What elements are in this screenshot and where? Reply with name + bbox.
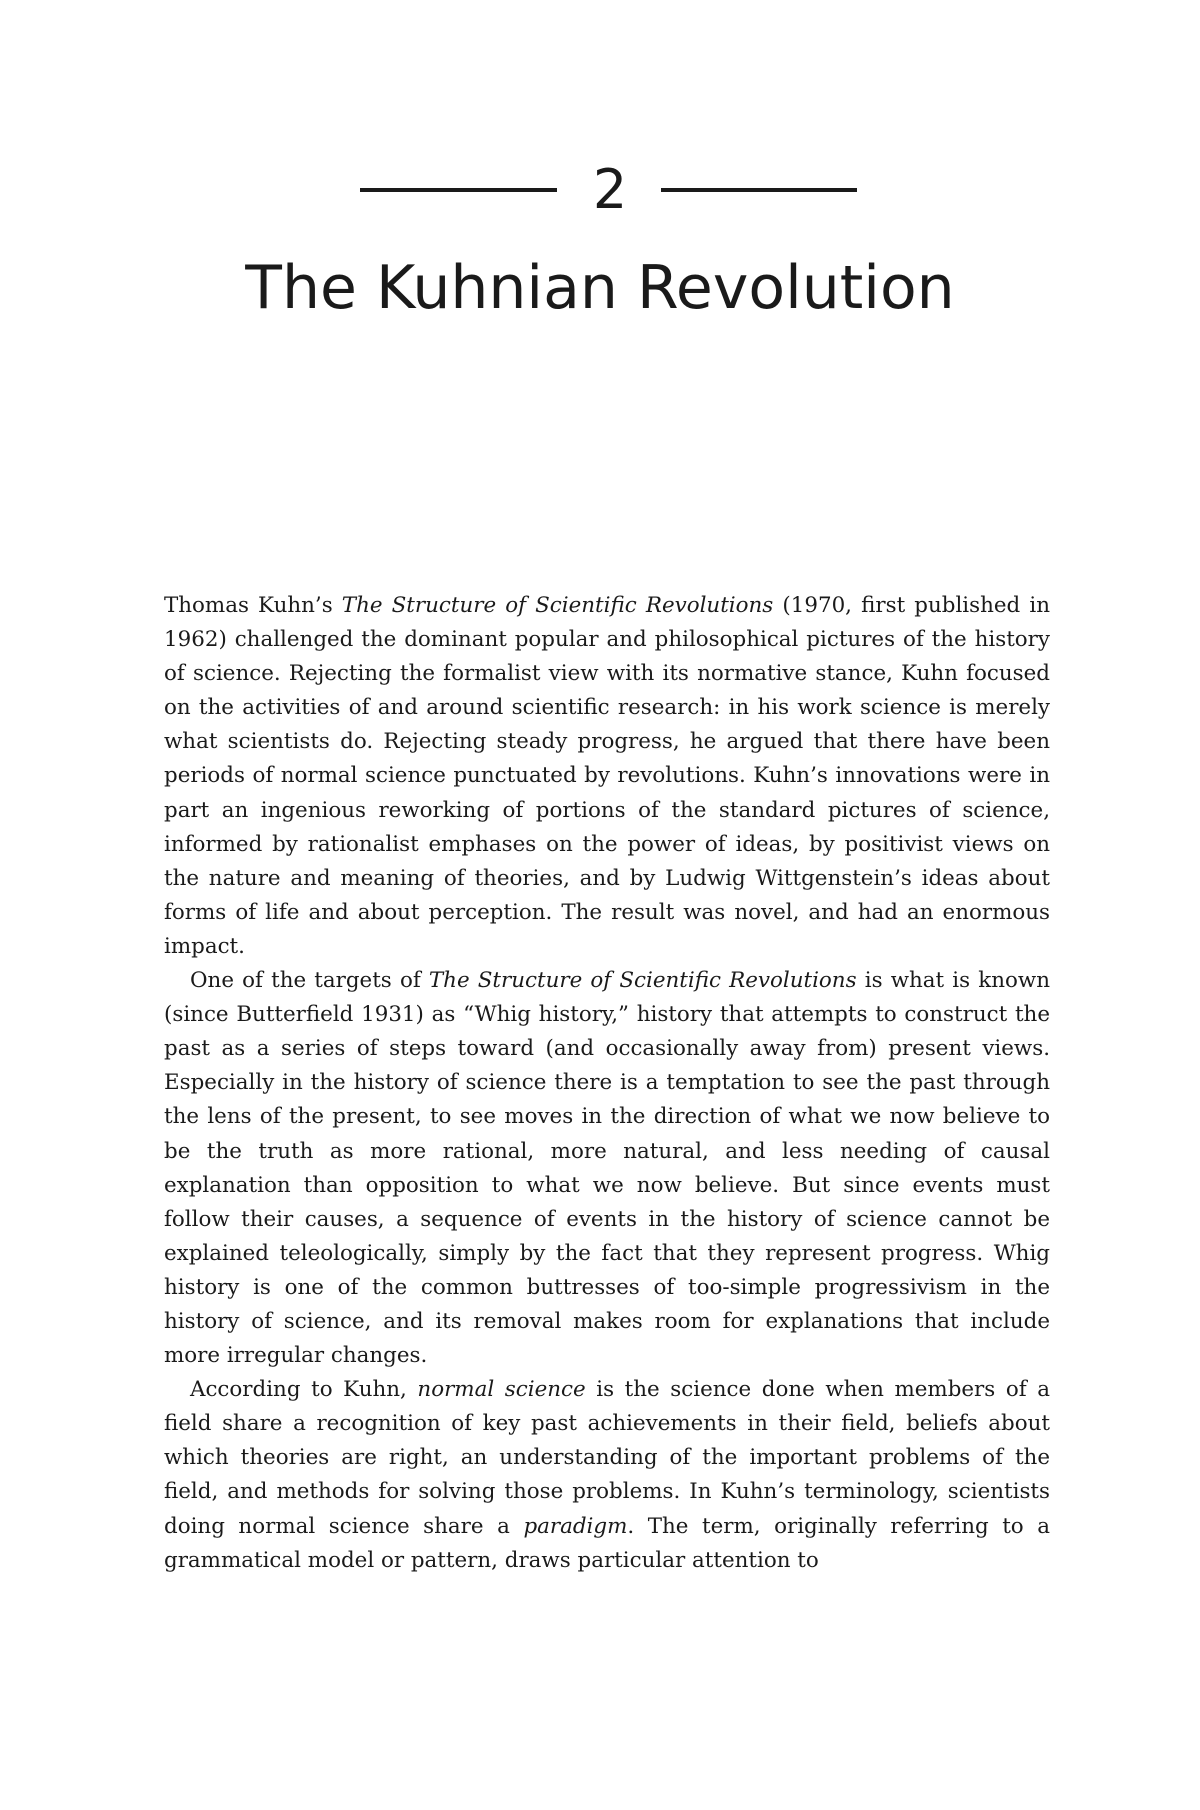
book-title: The Structure of Scientific Revolutions bbox=[428, 968, 857, 994]
text-segment: is what is known (since Butterfield 1931) as “Whig history,” history that attempts to construct the past as a series of steps toward (and occasionally away from) present views. Especially in the history of science there is a temptation to see the past through the lens of the present, to see moves in the direction of what we now believe to be the truth as more rational, more natural, and less needing of causal explanation than opposition to what we now believe. But since events must follow their causes, a sequence of events in the history of science cannot be explained teleologically, simply by the fact that they represent progress. Whig history is one of the common buttresses of too-simple progressivism in the history of science, and its removal makes room for explanations that include more irregular changes. bbox=[164, 968, 1050, 1369]
paragraph-2 bbox=[164, 964, 1050, 1373]
text-segment: According to Kuhn, bbox=[190, 1377, 418, 1403]
chapter-number: 2 bbox=[592, 158, 628, 221]
term-normal-science: normal science bbox=[417, 1377, 586, 1403]
text-segment: One of the targets of bbox=[190, 968, 429, 994]
text-segment: (1970, first published in 1962) challenged the dominant popular and philosophical pictures of the history of science. Rejecting the formalist view with its normative stance, Kuhn focused on the activities of and around scientific research: in his work science is merely what scientists do. Rejecting steady progress, he argued that there have been periods of normal science punctuated by revolutions. Kuhn’s innovations were in part an ingenious reworking of portions of the standard pictures of science, informed by rationalist emphases on the power of ideas, by positivist views on the nature and meaning of theories, and by Ludwig Wittgenstein’s ideas about forms of life and about perception. The result was novel, and had an enormous impact. bbox=[164, 593, 1050, 959]
text-segment: . The term, originally referring to a grammatical model or pattern, draws particular attention to bbox=[164, 1513, 1050, 1573]
text-segment: is the science done when members of a field share a recognition of key past achievements in their field, beliefs about which theories are right, an understanding of the important problems of the field, and methods for solving those problems. In Kuhn’s terminology, scientists doing normal science share a bbox=[164, 1377, 1050, 1539]
left-rule bbox=[360, 188, 557, 192]
chapter-title: The Kuhnian Revolution bbox=[245, 253, 955, 323]
right-rule bbox=[661, 188, 857, 192]
chapter-heading bbox=[0, 155, 1200, 227]
term-paradigm: paradigm bbox=[523, 1513, 628, 1539]
paragraph-1 bbox=[164, 589, 1050, 964]
text-segment: Thomas Kuhn’s bbox=[164, 593, 342, 618]
body-text bbox=[164, 589, 1050, 1578]
paragraph-3 bbox=[164, 1373, 1050, 1578]
book-title: The Structure of Scientific Revolutions bbox=[341, 593, 774, 618]
